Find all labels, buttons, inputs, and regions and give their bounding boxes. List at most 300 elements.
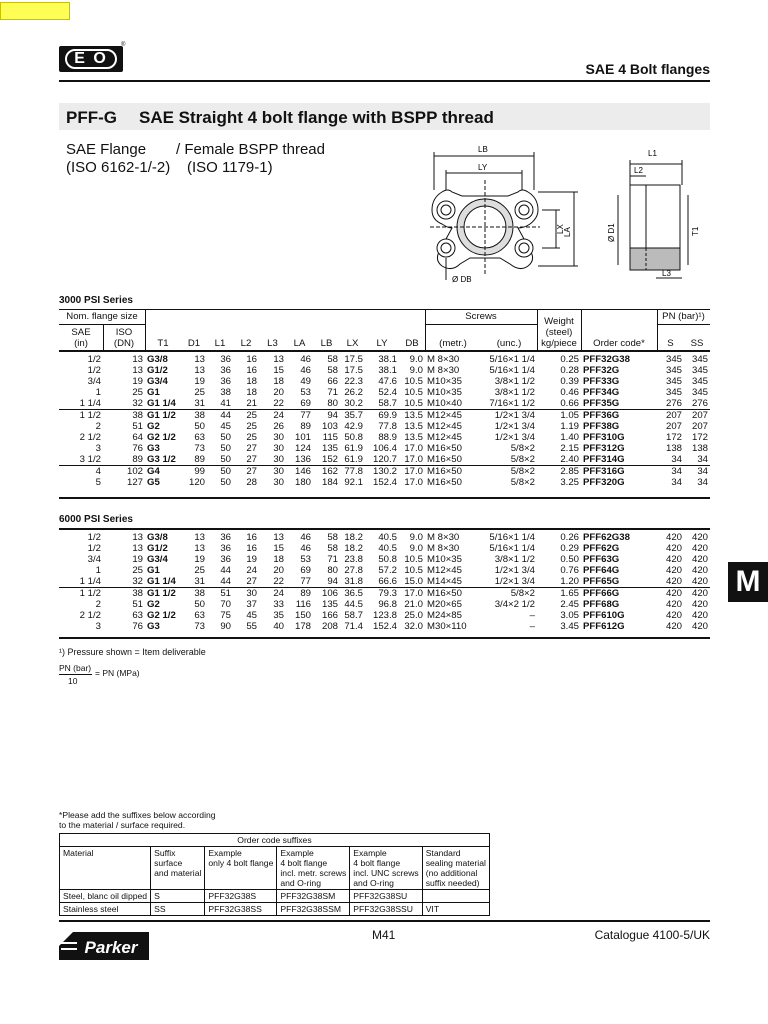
series-3000-cell: M10×40 — [427, 398, 462, 409]
series-3000-cell: G1 1/2 — [145, 410, 181, 422]
header-iso-unit: (DN) — [113, 338, 135, 349]
series-3000-cell: 172 — [691, 432, 708, 443]
series-3000-cell: 88.9 — [378, 432, 397, 443]
series-3000-cell: 345 — [691, 387, 708, 398]
series-3000-cell: 16 — [246, 354, 257, 365]
series-6000-cell: 73 — [194, 621, 205, 632]
series-3000-cell: G1/2 — [147, 365, 168, 376]
series-3000-cell: G3/8 — [147, 354, 168, 365]
series-3000-cell: 17.0 — [404, 477, 423, 488]
footer-rule — [59, 920, 710, 922]
footnote-pn-equals: = PN (MPa) — [95, 668, 140, 678]
suffix-header-line: sealing material — [425, 858, 486, 868]
series-6000-cell: G3/8 — [147, 532, 168, 543]
series-3000-cell: 5/16×1 1/4 — [489, 354, 535, 365]
series-3000-cell: 36 — [220, 365, 231, 376]
series-3000-cell: 0.46 — [560, 387, 579, 398]
series-3000-cell: PFF312G — [583, 443, 625, 454]
series-3000-cell: 45 — [220, 421, 231, 432]
side-view — [618, 160, 688, 278]
series-6000-cell: 208 — [321, 621, 338, 632]
series-6000-cell: 77 — [300, 576, 311, 587]
suffix-header-line: Example — [353, 848, 387, 858]
series-6000-cell: 1.65 — [537, 588, 581, 600]
series-3000-cell: 345 — [691, 365, 708, 376]
series-3000-cell: 47.6 — [378, 376, 397, 387]
series-3000-cell: PFF35G — [583, 398, 620, 409]
series-6000-cell: PFF62G38 — [583, 532, 630, 543]
header-sep — [103, 325, 104, 350]
series-6000-cell: 0.29 — [560, 543, 579, 554]
header-ss: SS — [690, 338, 704, 349]
spec-flange: SAE Flange — [66, 141, 147, 158]
series-3000-cell: M16×50 — [425, 466, 481, 478]
series-6000-cell: 1/2 — [87, 532, 101, 543]
series-3000-cell: 66 — [327, 376, 338, 387]
suffix-header-line: Example — [280, 848, 314, 858]
label-la: LA — [563, 227, 572, 237]
series-3000-row — [59, 421, 710, 432]
series-3000-cell: 61.9 — [344, 443, 363, 454]
series-3000-cell: 1/2 — [87, 354, 101, 365]
series-3000-cell: PFF32G — [583, 365, 620, 376]
series-6000-cell: 106 — [313, 588, 340, 600]
suffix-header-line: only 4 bolt flange — [208, 858, 274, 868]
series-3000-cell: 9.0 — [409, 354, 423, 365]
series-6000-cell: 33 — [273, 599, 284, 610]
header-rule-screws — [425, 324, 537, 325]
series-6000-cell: 51 — [132, 599, 143, 610]
series-3000-cell: 5/8×2 — [481, 466, 537, 478]
series-3000-cell: 26.2 — [344, 387, 363, 398]
series-3000-cell: 345 — [665, 354, 682, 365]
series-3000-cell: 120.7 — [372, 454, 397, 465]
series-3000-cell: 19 — [132, 376, 143, 387]
series-6000-cell: 37 — [246, 599, 257, 610]
series-3000-cell: 34 — [657, 466, 684, 478]
series-3000-cell: 34 — [697, 454, 708, 465]
series-6000-cell: 2 1/2 — [79, 610, 101, 621]
label-l3: L3 — [662, 269, 671, 278]
label-lb: LB — [478, 145, 488, 154]
series-3000-cell: 2.40 — [560, 454, 579, 465]
series-3000-cell: 15 — [273, 365, 284, 376]
series-3000-cell: M12×45 — [425, 410, 481, 422]
series-3000-cell: 0.28 — [560, 365, 579, 376]
footnote-pn-numerator: PN (bar) — [59, 663, 92, 673]
series-6000-cell: G2 — [147, 599, 160, 610]
label-lx: LX — [556, 224, 565, 234]
suffix-header-line: and material — [154, 868, 202, 878]
front-view — [430, 152, 578, 280]
series-3000-cell: 38 — [103, 410, 145, 422]
series-6000-cell: 9.0 — [409, 532, 423, 543]
series-6000-cell: 420 — [691, 576, 708, 587]
series-6000-cell: 18.2 — [344, 532, 363, 543]
series-3000-cell: 89 — [132, 454, 143, 465]
series-6000-cell: 40 — [273, 621, 284, 632]
suffix-cell: PFF32G38SU — [350, 890, 422, 903]
product-title: SAE Straight 4 bolt flange with BSPP thread — [139, 108, 494, 127]
series-3000-cell: 50 — [220, 432, 231, 443]
series-3000-cell: 58 — [327, 365, 338, 376]
series-6000-cell: – — [529, 621, 535, 632]
suffix-header-line: incl. UNC screws — [353, 868, 419, 878]
series-3000-cell: M16×50 — [427, 454, 462, 465]
series-6000-cell: G3/4 — [147, 554, 168, 565]
series-6000-cell: 420 — [657, 588, 684, 600]
series-3000-cell: 5/8×2 — [510, 454, 535, 465]
header-iso: ISO — [115, 327, 133, 338]
series-3000-label: 3000 PSI Series — [59, 295, 133, 306]
series-3000-cell: 92.1 — [344, 477, 363, 488]
series-3000-cell: 69 — [300, 398, 311, 409]
series-3000-cell: 1.19 — [560, 421, 579, 432]
series-6000-row — [59, 532, 710, 543]
footnote-pressure: ¹) Pressure shown = Item deliverable — [59, 647, 206, 657]
series-6000-cell: 20 — [273, 565, 284, 576]
series-6000-cell: 32.0 — [404, 621, 423, 632]
series-6000-cell: 36 — [220, 532, 231, 543]
series-6000-cell: 24 — [259, 588, 286, 600]
series-6000-cell: 46 — [300, 532, 311, 543]
series-6000-cell: 1/2×1 3/4 — [494, 565, 535, 576]
series-3000-cell: M12×45 — [427, 432, 462, 443]
series-6000-cell: 420 — [684, 588, 710, 600]
label-l2: L2 — [634, 166, 643, 175]
section-title: SAE 4 Bolt flanges — [585, 61, 710, 77]
series-6000-cell: PFF63G — [583, 554, 620, 565]
series-3000-cell: 1 1/2 — [59, 410, 103, 422]
series-3000-cell: 2 — [95, 421, 101, 432]
series-6000-cell: 58 — [327, 532, 338, 543]
series-3000-row — [59, 477, 710, 488]
series-3000-cell: 19 — [194, 376, 205, 387]
series-6000-cell: 420 — [691, 532, 708, 543]
series-6000-cell: 3/8×1 1/2 — [494, 554, 535, 565]
series-6000-cell: 50.8 — [378, 554, 397, 565]
series-3000-cell: 17.5 — [344, 354, 363, 365]
suffix-header-cell — [277, 847, 350, 890]
suffix-row — [60, 903, 490, 916]
series-3000-row — [59, 410, 710, 422]
series-3000-cell: 22 — [273, 398, 284, 409]
series-6000-cell: 40.5 — [378, 543, 397, 554]
header-pn: PN (bar)¹) — [662, 311, 705, 322]
header-weight: Weight — [544, 316, 574, 327]
series-6000-cell: 23.8 — [344, 554, 363, 565]
suffix-header-line: suffix needed) — [425, 878, 480, 888]
series-6000-cell: 420 — [665, 621, 682, 632]
series-3000-cell: G5 — [147, 477, 160, 488]
series-6000-cell: 25 — [132, 565, 143, 576]
series-6000-row — [59, 610, 710, 621]
series-3000-cell: 38 — [181, 410, 207, 422]
series-3000-cell: 162 — [313, 466, 340, 478]
series-3000-cell: 138 — [691, 443, 708, 454]
series-6000-cell: 75 — [220, 610, 231, 621]
series-6000-cell: 58 — [327, 543, 338, 554]
series-3000-cell: PFF34G — [583, 387, 620, 398]
series-3000-cell: 34 — [684, 466, 710, 478]
parker-logo — [59, 930, 149, 962]
series-3000-end-rule — [59, 497, 710, 499]
series-3000-cell: 2.85 — [537, 466, 581, 478]
series-3000-cell: 13.5 — [399, 410, 425, 422]
series-3000-cell: 89 — [300, 421, 311, 432]
series-3000-cell: 1/2×1 3/4 — [494, 432, 535, 443]
header-sae-unit: (in) — [74, 338, 88, 349]
series-6000-cell: G1 — [147, 565, 160, 576]
series-6000-cell: 420 — [691, 621, 708, 632]
series-3000-row — [59, 454, 710, 466]
series-6000-cell: 116 — [295, 599, 311, 610]
series-6000-cell: 13 — [273, 532, 284, 543]
header-ly: LY — [376, 338, 388, 349]
suffix-cell — [422, 890, 489, 903]
series-3000-cell: 28 — [246, 477, 257, 488]
series-6000-cell: 89 — [286, 588, 313, 600]
series-6000-cell: 135 — [321, 599, 338, 610]
series-3000-cell: 10.5 — [404, 376, 423, 387]
footnote-pn-denominator: 10 — [68, 676, 78, 686]
series-3000-cell: 46 — [300, 365, 311, 376]
series-3000-cell: 3/8×1 1/2 — [494, 387, 535, 398]
header-sae: SAE — [71, 327, 91, 338]
series-3000-cell: 21 — [246, 398, 257, 409]
series-6000-cell: M 8×30 — [427, 543, 460, 554]
series-6000-cell: 38 — [181, 588, 207, 600]
series-3000-cell: 180 — [294, 477, 311, 488]
series-6000-cell: 51 — [207, 588, 233, 600]
series-3000-cell: 103 — [321, 421, 338, 432]
suffix-table-title: Order code suffixes — [60, 834, 490, 847]
header-order-code: Order code* — [593, 338, 645, 349]
series-6000-cell: 5/8×2 — [481, 588, 537, 600]
suffix-cell: SS — [151, 903, 205, 916]
suffix-note-line2: to the material / surface required. — [59, 820, 186, 830]
series-6000-cell: 63 — [132, 610, 143, 621]
suffix-table — [59, 833, 490, 916]
series-3000-cell: 30 — [259, 466, 286, 478]
header-nom-flange-size: Nom. flange size — [66, 311, 138, 322]
header-sep — [145, 310, 146, 350]
series-3000-cell: 2.15 — [560, 443, 579, 454]
series-3000-row — [59, 365, 710, 376]
series-3000-row — [59, 387, 710, 398]
series-3000-cell: 276 — [691, 398, 708, 409]
series-3000-cell: 184 — [321, 477, 338, 488]
series-6000-cell: 31.8 — [344, 576, 363, 587]
series-3000-cell: 34 — [671, 454, 682, 465]
series-3000-cell: 3 1/2 — [79, 454, 101, 465]
series-3000-cell: 345 — [665, 365, 682, 376]
series-3000-cell: 10.5 — [404, 398, 423, 409]
series-3000-cell: 102 — [103, 466, 145, 478]
series-3000-cell: 46 — [300, 354, 311, 365]
series-3000-cell: 64 — [132, 432, 143, 443]
series-6000-cell: 152.4 — [372, 621, 397, 632]
series-6000-cell: 16 — [246, 532, 257, 543]
suffix-header-line: Standard — [425, 848, 461, 858]
series-3000-cell: PFF316G — [581, 466, 657, 478]
series-6000-cell: 16 — [246, 543, 257, 554]
series-3000-cell: 5/8×2 — [510, 477, 535, 488]
series-6000-cell: 15.0 — [404, 576, 423, 587]
page-number: M41 — [372, 928, 396, 942]
series-6000-cell: 420 — [691, 554, 708, 565]
series-6000-cell: 3/4 — [87, 554, 101, 565]
series-6000-cell: 36.5 — [340, 588, 365, 600]
series-3000-cell: 77 — [286, 410, 313, 422]
series-6000-label: 6000 PSI Series — [59, 514, 133, 525]
series-3000-cell: 36 — [220, 376, 231, 387]
series-3000-cell: 34 — [697, 477, 708, 488]
series-3000-cell: 13 — [132, 354, 143, 365]
series-6000-cell: 71 — [327, 554, 338, 565]
series-3000-cell: 52.4 — [378, 387, 397, 398]
series-3000-cell: 146 — [286, 466, 313, 478]
series-6000-cell: 32 — [132, 576, 143, 587]
series-3000-cell: 18 — [273, 376, 284, 387]
series-6000-cell: M10×35 — [427, 554, 462, 565]
series-6000-cell: 18 — [273, 554, 284, 565]
series-6000-cell: G2 1/2 — [147, 610, 176, 621]
header-s: S — [667, 338, 674, 349]
header-sep — [581, 310, 582, 350]
series-3000-cell: G2 — [147, 421, 160, 432]
series-6000-cell: 45 — [246, 610, 257, 621]
series-6000-cell: 15 — [273, 543, 284, 554]
series-3000-cell: 50 — [194, 421, 205, 432]
series-6000-cell: 9.0 — [409, 543, 423, 554]
series-6000-cell: 10.5 — [404, 554, 423, 565]
series-6000-cell: G1/2 — [147, 543, 168, 554]
series-3000-cell: 1.05 — [537, 410, 581, 422]
series-3000-cell: 10.5 — [404, 387, 423, 398]
series-3000-cell: 0.39 — [560, 376, 579, 387]
series-6000-row — [59, 576, 710, 588]
series-6000-cell: 420 — [665, 565, 682, 576]
series-3000-cell: G3 1/2 — [147, 454, 176, 465]
series-3000-cell: 207 — [665, 421, 682, 432]
series-6000-cell: 96.8 — [378, 599, 397, 610]
header-screws: Screws — [465, 311, 497, 322]
series-3000-cell: 61.9 — [344, 454, 363, 465]
product-code: PFF-G — [66, 108, 117, 127]
series-3000-cell: 99 — [181, 466, 207, 478]
series-3000-cell: 1/2 — [87, 365, 101, 376]
series-3000-cell: 30 — [273, 477, 284, 488]
suffix-header-line: and O-ring — [353, 878, 394, 888]
series-3000-cell: 44 — [207, 410, 233, 422]
suffix-cell: PFF32G38SSU — [350, 903, 422, 916]
series-6000-cell: 71.4 — [344, 621, 363, 632]
series-6000-cell: 13 — [132, 532, 143, 543]
series-3000-cell: 13.5 — [404, 432, 423, 443]
series-6000-cell: 70 — [220, 599, 231, 610]
series-6000-cell: 36 — [220, 554, 231, 565]
series-6000-cell: 19 — [194, 554, 205, 565]
series-3000-cell: 276 — [665, 398, 682, 409]
series-6000-cell: 30 — [233, 588, 259, 600]
header-t1: T1 — [157, 338, 169, 349]
series-6000-cell: 63 — [194, 610, 205, 621]
suffix-cell: PFF32G38S — [205, 890, 277, 903]
series-6000-cell: 44 — [220, 565, 231, 576]
header-rule-nom — [59, 324, 145, 325]
series-6000-cell: 27 — [246, 576, 257, 587]
series-3000-cell: 94 — [313, 410, 340, 422]
series-6000-cell: 5/16×1 1/4 — [489, 543, 535, 554]
series-6000-cell: 1 1/2 — [59, 588, 103, 600]
series-3000-cell: 49 — [300, 376, 311, 387]
series-6000-cell: 166 — [321, 610, 338, 621]
series-3000-cell: 71 — [327, 387, 338, 398]
suffix-header-line: 4 bolt flange — [353, 858, 401, 868]
series-3000-cell: 17.5 — [344, 365, 363, 376]
series-6000-cell: M 8×30 — [427, 532, 460, 543]
series-3000-cell: PFF32G38 — [583, 354, 630, 365]
series-3000-cell: 13 — [273, 354, 284, 365]
series-6000-cell: 1/2 — [87, 543, 101, 554]
series-6000-cell: PFF610G — [583, 610, 625, 621]
series-3000-cell: 138 — [665, 443, 682, 454]
series-3000-cell: 25 — [246, 421, 257, 432]
series-6000-cell: 150 — [294, 610, 311, 621]
series-3000-cell: G1 — [147, 387, 160, 398]
header-sep — [537, 310, 538, 350]
header-lx: LX — [346, 338, 359, 349]
series-3000-cell: PFF320G — [583, 477, 625, 488]
label-ly: LY — [478, 163, 488, 172]
suffix-header-cell — [422, 847, 489, 890]
fraction-bar — [59, 674, 92, 675]
suffix-header-line: Example — [208, 848, 242, 858]
series-6000-end-rule — [59, 637, 710, 639]
series-6000-cell: 19 — [246, 554, 257, 565]
suffix-header-cell — [151, 847, 205, 890]
header-l3: L3 — [267, 338, 278, 349]
series-6000-cell: PFF64G — [583, 565, 620, 576]
series-6000-cell: M24×85 — [427, 610, 462, 621]
series-6000-cell: 36 — [220, 543, 231, 554]
series-3000-cell: 77.8 — [340, 466, 365, 478]
series-3000-cell: 7/16×1 1/2 — [489, 398, 535, 409]
series-6000-cell: G1 1/2 — [145, 588, 181, 600]
series-3000-cell: 63 — [194, 432, 205, 443]
suffix-cell: PFF32G38SM — [277, 890, 350, 903]
suffix-header-line: Suffix — [154, 848, 176, 858]
header-rule-bottom — [59, 350, 710, 352]
series-3000-cell: 34 — [671, 477, 682, 488]
series-6000-cell: 76 — [132, 621, 143, 632]
series-3000-cell: 135 — [321, 443, 338, 454]
series-6000-cell: 3.45 — [560, 621, 579, 632]
series-3000-cell: 1.40 — [560, 432, 579, 443]
series-3000-cell: 36 — [220, 354, 231, 365]
series-3000-cell: 27 — [246, 443, 257, 454]
series-6000-cell: 1 — [95, 565, 101, 576]
series-6000-cell: 0.26 — [560, 532, 579, 543]
catalogue-reference: Catalogue 4100-5/UK — [594, 928, 710, 942]
chapter-tab-m: M — [728, 562, 768, 602]
series-6000-row — [59, 621, 710, 632]
series-6000-cell: 420 — [691, 565, 708, 576]
series-3000-cell: 50 — [220, 443, 231, 454]
series-6000-cell: 420 — [691, 610, 708, 621]
series-3000-cell: 50 — [207, 466, 233, 478]
